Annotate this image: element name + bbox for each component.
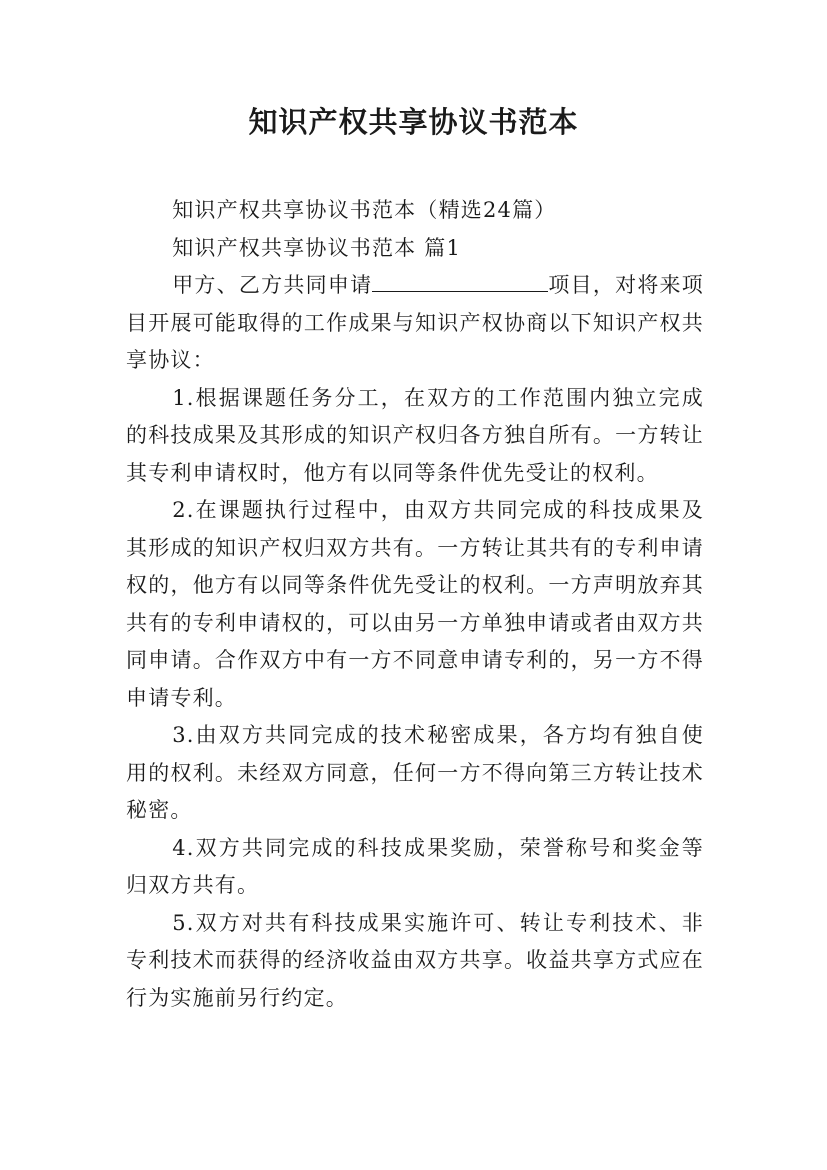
intro-paragraph xyxy=(126,267,704,380)
document-body xyxy=(126,192,704,1017)
document-subtitle: 知识产权共享协议书范本（精选24篇） xyxy=(172,198,557,222)
document-title: 知识产权共享协议书范本 xyxy=(248,105,579,139)
clause-4: 4.双方共同完成的科技成果奖励，荣誉称号和奖金等归双方共有。 xyxy=(126,835,704,897)
intro-text-before-blank: 甲方、乙方共同申请 xyxy=(172,273,373,297)
project-name-blank xyxy=(372,271,548,292)
clause-1: 1.根据课题任务分工，在双方的工作范围内独立完成的科技成果及其形成的知识产权归各方独自所有。一方转让其专利申请权时，他方有以同等条件优先受让的权利。 xyxy=(126,385,704,485)
clause-5: 5.双方对共有科技成果实施许可、转让专利技术、非专利技术而获得的经济收益由双方共享。收益共享方式应在行为实施前另行约定。 xyxy=(126,910,704,1010)
intro-text-after-blank: 项目，对将来项目开展可能取得的工作成果与知识产权协商以下知识产权共享协议： xyxy=(126,273,704,372)
clause-3: 3.由双方共同完成的技术秘密成果，各方均有独自使用的权利。未经双方同意，任何一方不得向第三方转让技术秘密。 xyxy=(126,723,704,822)
section-heading: 知识产权共享协议书范本 篇1 xyxy=(172,235,462,260)
clause-2: 2.在课题执行过程中，由双方共同完成的科技成果及其形成的知识产权归双方共有。一方转让其共有的专利申请权的，他方有以同等条件优先受让的权利。一方声明放弃其共有的专利申请权的，可以由另一方单独申请或者由双方共同申请。合作双方中有一方不同意申请专利的，另一方不得申请专利。 xyxy=(126,498,704,710)
